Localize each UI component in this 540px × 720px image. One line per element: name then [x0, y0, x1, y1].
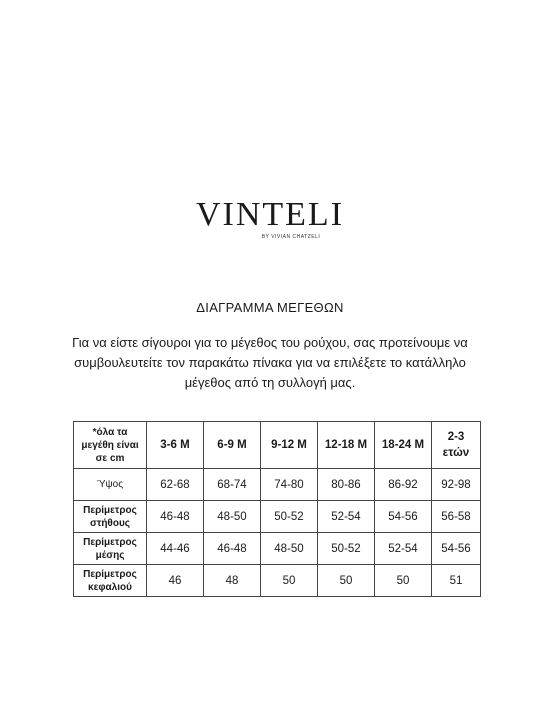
table-cell: 44-46	[147, 533, 204, 565]
row-label-head: Περίμετρος κεφαλιού	[74, 565, 147, 597]
table-cell: 46-48	[204, 533, 261, 565]
table-row	[74, 469, 481, 501]
brand-tagline: BY VIVIAN CHATZELI	[261, 234, 321, 240]
table-cell: 80-86	[318, 469, 375, 501]
brand-logo	[0, 196, 540, 240]
table-cell: 68-74	[204, 469, 261, 501]
size-header-18-24m: 18-24 M	[375, 422, 432, 469]
size-header-3-6m: 3-6 M	[147, 422, 204, 469]
table-cell: 74-80	[261, 469, 318, 501]
table-cell: 50	[375, 565, 432, 597]
size-header-2-3y: 2-3 ετών	[432, 422, 481, 469]
table-cell: 54-56	[432, 533, 481, 565]
table-cell: 50	[318, 565, 375, 597]
table-cell: 50	[261, 565, 318, 597]
brand-name: VINTELI	[195, 196, 345, 233]
table-cell: 56-58	[432, 501, 481, 533]
table-row	[74, 565, 481, 597]
table-cell: 46-48	[147, 501, 204, 533]
table-cell: 48	[204, 565, 261, 597]
table-cell: 52-54	[318, 501, 375, 533]
size-table	[73, 421, 481, 597]
row-label-chest: Περίμετρος στήθους	[74, 501, 147, 533]
table-cell: 50-52	[318, 533, 375, 565]
table-cell: 54-56	[375, 501, 432, 533]
table-cell: 92-98	[432, 469, 481, 501]
units-note: *όλα τα μεγέθη είναι σε cm	[74, 422, 147, 469]
table-cell: 46	[147, 565, 204, 597]
table-header-row	[74, 422, 481, 469]
row-label-waist: Περίμετρος μέσης	[74, 533, 147, 565]
size-header-12-18m: 12-18 M	[318, 422, 375, 469]
table-row	[74, 533, 481, 565]
table-row	[74, 501, 481, 533]
table-cell: 51	[432, 565, 481, 597]
intro-text: Για να είστε σίγουροι για το μέγεθος του ρούχου, σας προτείνουμε να συμβουλευτείτε τον παρακάτω πίνακα για να επιλέξετε το κατάλληλο μέγεθος από τη συλλογή μας.	[72, 335, 468, 390]
table-cell: 86-92	[375, 469, 432, 501]
row-label-height: Ύψος	[74, 469, 147, 501]
size-chart	[73, 421, 481, 597]
page-title: ΔΙΑΓΡΑΜΜΑ ΜΕΓΕΘΩΝ	[196, 300, 344, 315]
table-cell: 48-50	[261, 533, 318, 565]
table-cell: 50-52	[261, 501, 318, 533]
table-cell: 52-54	[375, 533, 432, 565]
size-header-6-9m: 6-9 M	[204, 422, 261, 469]
table-cell: 48-50	[204, 501, 261, 533]
size-header-9-12m: 9-12 M	[261, 422, 318, 469]
table-cell: 62-68	[147, 469, 204, 501]
